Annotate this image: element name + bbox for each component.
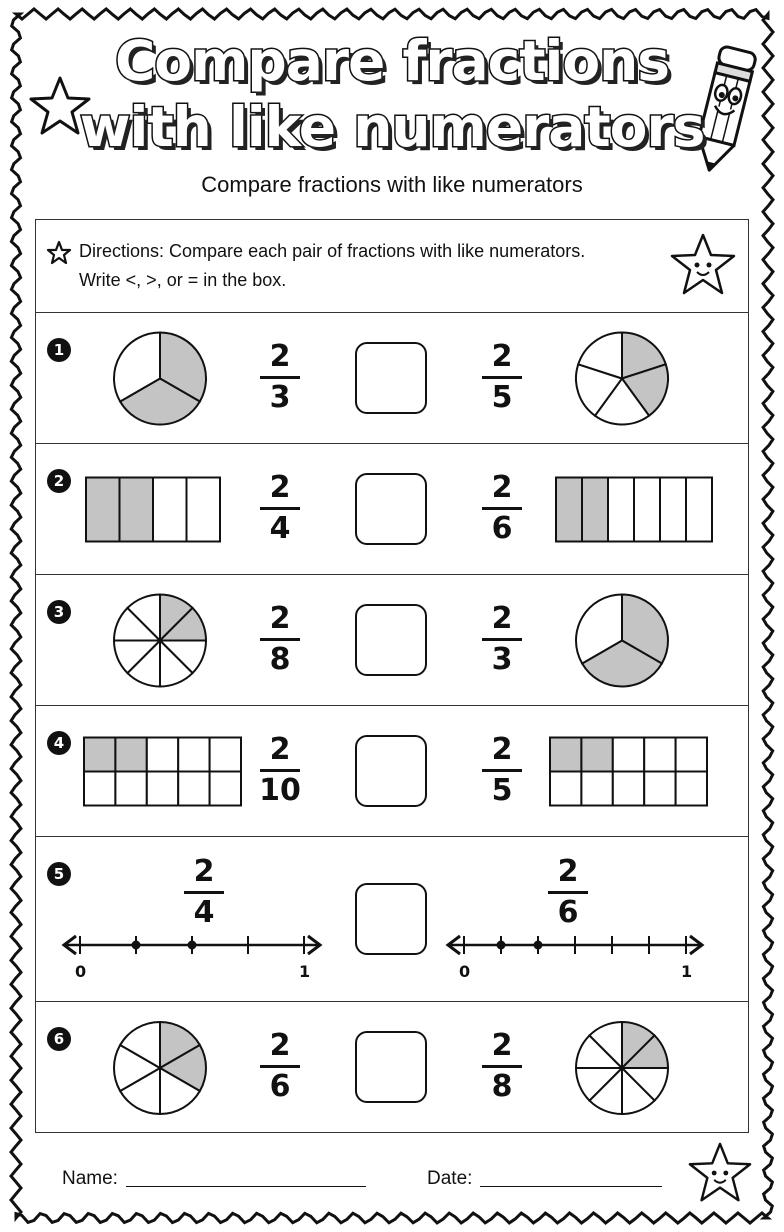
number-line-end-label: 1	[681, 962, 693, 981]
p4-left-grid-cell	[115, 738, 146, 772]
p2-right-bar-cell	[608, 478, 634, 542]
name-field[interactable]	[62, 1168, 366, 1190]
denominator: 6	[491, 510, 513, 546]
numerator: 2	[557, 854, 579, 889]
p2-right-bar-cell	[660, 478, 686, 542]
number-line-start-label: 0	[459, 962, 471, 981]
p4-left-grid-cell	[147, 738, 178, 772]
problem-row	[36, 837, 748, 1002]
problem-number-badge: 2	[47, 469, 71, 493]
p2-left-bar-cell	[187, 478, 221, 542]
denominator: 5	[491, 772, 513, 808]
problem-number-badge: 4	[47, 731, 71, 755]
problem-row	[36, 706, 748, 837]
right-fraction	[472, 1029, 532, 1104]
p5-right-point	[497, 941, 506, 950]
p4-left-grid-cell	[115, 772, 146, 806]
fraction-bar	[482, 638, 522, 641]
fraction-bar	[260, 769, 300, 772]
p2-right-bar-cell	[582, 478, 608, 542]
denominator: 6	[557, 895, 579, 930]
problem-number-badge: 6	[47, 1027, 71, 1051]
problem-row	[36, 575, 748, 706]
p4-right-grid-cell	[644, 772, 675, 806]
p2-left-bar-cell	[153, 478, 187, 542]
p4-right-grid-cell	[613, 738, 644, 772]
fraction-bar	[184, 891, 224, 894]
numerator: 2	[269, 469, 291, 505]
denominator: 3	[269, 379, 291, 415]
p4-left-grid-cell	[147, 772, 178, 806]
answer-box[interactable]	[355, 1031, 427, 1103]
name-line[interactable]	[126, 1186, 366, 1187]
problem-number-badge: 5	[47, 862, 71, 886]
numerator: 2	[269, 731, 291, 767]
title-line-2: with like numerators	[79, 95, 705, 159]
numerator: 2	[491, 338, 513, 374]
p5-left-point	[132, 941, 141, 950]
answer-box[interactable]	[355, 604, 427, 676]
fraction-bar	[482, 769, 522, 772]
smiling-star-icon	[668, 232, 738, 298]
p4-right-grid-cell	[644, 738, 675, 772]
p2-left-bar-cell	[86, 478, 120, 542]
numerator: 2	[269, 600, 291, 636]
numerator: 2	[491, 469, 513, 505]
fraction-bar	[260, 376, 300, 379]
numerator: 2	[269, 1028, 291, 1063]
p5-left-point	[188, 941, 197, 950]
p4-right-grid-cell	[550, 738, 581, 772]
fraction-bar	[260, 507, 300, 510]
left-fraction	[174, 855, 234, 930]
fraction-bar	[482, 507, 522, 510]
problem-row	[36, 1002, 748, 1134]
directions-line-2: Write <, >, or = in the box.	[79, 270, 287, 290]
left-fraction	[250, 471, 310, 546]
p4-left-grid-cell	[210, 772, 241, 806]
p4-left-grid-cell	[84, 772, 115, 806]
denominator: 10	[259, 772, 301, 808]
denominator: 4	[193, 895, 215, 930]
number-line-start-label: 0	[75, 962, 87, 981]
subtitle: Compare fractions with like numerators	[201, 172, 583, 197]
fraction-bar	[482, 376, 522, 379]
right-fraction	[472, 602, 532, 677]
p4-right-grid-cell	[581, 738, 612, 772]
worksheet	[35, 219, 749, 1133]
left-fraction	[250, 602, 310, 677]
title-line-1: Compare fractions	[114, 29, 670, 93]
p4-right-grid-cell	[550, 772, 581, 806]
p5-right-point	[534, 941, 543, 950]
date-line[interactable]	[480, 1186, 662, 1187]
date-label: Date:	[427, 1168, 473, 1189]
p2-right-bar-cell	[634, 478, 660, 542]
directions-text: Compare each pair of fractions with like numerators.	[164, 241, 586, 261]
directions-label: Directions:	[79, 241, 165, 261]
fraction-bar	[260, 1065, 300, 1068]
numerator: 2	[491, 731, 513, 767]
answer-box[interactable]	[355, 883, 427, 955]
p4-right-grid-cell	[676, 738, 707, 772]
p4-left-grid-cell	[84, 738, 115, 772]
left-fraction	[250, 340, 310, 415]
p2-right-bar-cell	[686, 478, 712, 542]
name-label: Name:	[62, 1168, 118, 1189]
answer-box[interactable]	[355, 735, 427, 807]
fraction-bar	[260, 638, 300, 641]
p4-right-grid-cell	[676, 772, 707, 806]
numerator: 2	[491, 600, 513, 636]
denominator: 5	[491, 379, 513, 415]
problem-row	[36, 313, 748, 444]
numerator: 2	[491, 1028, 513, 1063]
numerator: 2	[193, 854, 215, 889]
p4-left-grid-cell	[210, 738, 241, 772]
p4-left-grid-cell	[178, 772, 209, 806]
right-fraction	[472, 340, 532, 415]
answer-box[interactable]	[355, 473, 427, 545]
right-fraction	[472, 471, 532, 546]
left-fraction	[250, 733, 310, 808]
problem-number-badge: 1	[47, 338, 71, 362]
right-fraction	[472, 733, 532, 808]
problem-number-badge: 3	[47, 600, 71, 624]
directions-line-1	[79, 241, 585, 262]
p4-right-grid-cell	[613, 772, 644, 806]
directions-panel	[36, 220, 748, 313]
number-line-end-label: 1	[299, 962, 311, 981]
smiling-star-icon-footer	[686, 1140, 754, 1206]
denominator: 3	[491, 641, 513, 677]
small-star-icon	[46, 240, 72, 266]
p4-right-grid-cell	[581, 772, 612, 806]
fraction-bar	[548, 891, 588, 894]
fraction-bar	[482, 1065, 522, 1068]
denominator: 8	[269, 641, 291, 677]
numerator: 2	[269, 338, 291, 374]
p4-left-grid-cell	[178, 738, 209, 772]
denominator: 6	[269, 1069, 291, 1104]
p2-right-bar-cell	[556, 478, 582, 542]
denominator: 8	[491, 1069, 513, 1104]
p2-left-bar-cell	[120, 478, 154, 542]
date-field[interactable]	[427, 1168, 662, 1190]
denominator: 4	[269, 510, 291, 546]
left-fraction	[250, 1029, 310, 1104]
right-fraction	[538, 855, 598, 930]
problem-row	[36, 444, 748, 575]
answer-box[interactable]	[355, 342, 427, 414]
